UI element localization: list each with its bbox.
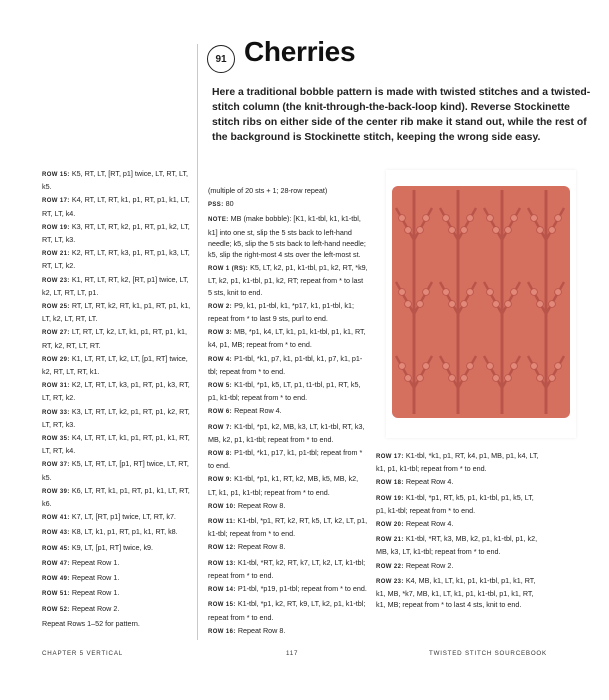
row-label: ROW 33: [42, 409, 70, 416]
row-label: ROW 10: [208, 503, 236, 510]
row-label: ROW 8: [208, 451, 233, 458]
instruction-row [42, 353, 191, 377]
row-text: RT, LT, RT, k2, RT, k1, p1, RT, p1, k1, LT, k2, LT, RT, LT. [42, 301, 191, 324]
row-text: 80 [225, 199, 234, 209]
instructions-column-3 [376, 450, 540, 612]
bobble [555, 363, 562, 370]
row-label: ROW 37: [42, 462, 70, 469]
pattern-number-badge [207, 45, 235, 73]
row-label: ROW 31: [42, 383, 70, 390]
bobble [549, 227, 556, 234]
bobble [549, 375, 556, 382]
row-label: ROW 21: [376, 537, 404, 544]
instruction-row [208, 213, 368, 260]
row-label: ROW 23: [42, 277, 70, 284]
bobble [405, 375, 412, 382]
knitted-swatch-image [386, 170, 576, 438]
row-text: Repeat Row 4. [405, 477, 454, 487]
bobble [405, 301, 412, 308]
row-text: Repeat Row 8. [237, 500, 286, 510]
row-label: ROW 19: [376, 495, 404, 502]
row-text: K4, RT, LT, RT, k1, p1, RT, p1, k1, LT, RT, LT, k4. [42, 195, 190, 218]
row-label: ROW 9: [208, 477, 233, 484]
row-label: ROW 35: [42, 436, 70, 443]
instruction-row [42, 274, 191, 298]
bobble [487, 215, 494, 222]
row-label: ROW 13: [208, 560, 236, 567]
row-text: Repeat Row 1. [71, 588, 120, 598]
instruction-row [42, 603, 191, 616]
instruction-row [42, 194, 191, 218]
row-text: P9, k1, p1-tbl, k1, *p17, k1, p1-tbl, k1; repeat from * to last 9 sts, purl to end. [208, 300, 354, 324]
row-text: Repeat Row 8. [237, 625, 286, 635]
instruction-row [208, 379, 368, 403]
column-divider [197, 44, 198, 640]
bobble [461, 375, 468, 382]
row-label: ROW 17: [42, 198, 70, 205]
page-title: Cherries [244, 36, 356, 67]
row-text: K1-tbl, *k1, p1, RT, k4, p1, MB, p1, k4, LT, k1, p1, k1-tbl; repeat from * to end. [376, 451, 539, 474]
instruction-row [208, 185, 368, 196]
bobble [493, 375, 500, 382]
instruction-row [42, 587, 191, 600]
row-text: K1-tbl, *p1, RT, k2, RT, k5, LT, k2, LT, p1, k1-tbl; repeat from * to end. [208, 516, 368, 539]
bobble [449, 375, 456, 382]
instruction-row [208, 625, 368, 638]
row-label: ROW 5: [208, 383, 233, 390]
row-label: PSS: [208, 202, 224, 209]
instruction-row [376, 560, 540, 573]
row-text: K1-tbl, *p1, k1, RT, k2, MB, k5, MB, k2, LT, k1, p1, k1-tbl; repeat from * to end. [208, 474, 359, 497]
row-label: ROW 14: [208, 587, 236, 594]
bobble [461, 227, 468, 234]
instruction-row [208, 198, 368, 211]
instruction-row [376, 518, 540, 531]
instruction-row [376, 533, 540, 557]
bobble [399, 289, 406, 296]
instructions-column-2 [208, 185, 368, 640]
row-text: (multiple of 20 sts + 1; 28-row repeat) [208, 186, 328, 195]
row-text: K1, RT, LT, RT, k2, [RT, p1] twice, LT, k2, LT, RT, LT, p1. [42, 274, 189, 297]
row-label: ROW 15: [42, 172, 70, 178]
instruction-row [42, 379, 191, 403]
row-text: K1-tbl, *RT, k3, MB, k2, p1, k1-tbl, p1, k2, MB, k3, LT, k1-tbl; repeat from * to end. [376, 534, 538, 557]
instruction-row [208, 262, 368, 298]
instruction-row [42, 168, 191, 192]
instruction-row [42, 485, 191, 509]
bobble [443, 363, 450, 370]
row-text: K5, LT, RT, LT, [p1, RT] twice, LT, RT, k5. [42, 459, 189, 482]
row-text: K1-tbl, *p1, k2, RT, k9, LT, k2, p1, k1-tbl; repeat from * to end. [208, 599, 366, 622]
row-label: ROW 17: [376, 454, 404, 460]
bobble [531, 289, 538, 296]
row-label: ROW 7: [208, 424, 233, 431]
instruction-row [208, 300, 368, 324]
row-label: ROW 15: [208, 602, 236, 609]
row-text: Repeat Row 2. [405, 560, 454, 570]
bobble [555, 289, 562, 296]
bobble [487, 363, 494, 370]
bobble [423, 215, 430, 222]
row-label: ROW 18: [376, 480, 404, 487]
instruction-row [376, 575, 540, 611]
row-text: K6, LT, RT, k1, p1, RT, p1, k1, LT, RT, k6. [42, 485, 190, 509]
row-text: K5, RT, LT, [RT, p1] twice, LT, RT, LT, k5. [42, 169, 189, 192]
instruction-row [376, 450, 540, 474]
row-label: ROW 11: [208, 519, 236, 526]
row-text: LT, RT, LT, k2, LT, k1, p1, RT, p1, k1, RT, k2, RT, LT, RT. [42, 327, 187, 350]
instruction-row [42, 432, 191, 456]
bobble [467, 363, 474, 370]
bobble [467, 289, 474, 296]
bobble [537, 227, 544, 234]
instruction-row [42, 458, 191, 482]
bobble [467, 215, 474, 222]
row-label: ROW 43: [42, 530, 70, 537]
row-label: ROW 19: [42, 224, 70, 231]
row-text: Repeat Row 1. [71, 557, 120, 567]
row-label: ROW 1 (RS): [208, 266, 249, 273]
row-text: K3, RT, LT, RT, k2, p1, RT, p1, k2, LT, RT, LT, k3. [42, 221, 190, 245]
bobble [493, 227, 500, 234]
instruction-row [208, 447, 368, 471]
row-label: NOTE: [208, 217, 229, 224]
bobble [449, 227, 456, 234]
row-label: ROW 2: [208, 303, 233, 310]
bobble [417, 301, 424, 308]
instruction-row [208, 326, 368, 350]
bobble [531, 215, 538, 222]
row-label: ROW 6: [208, 409, 233, 416]
footer-chapter: CHAPTER 5 VERTICAL [42, 650, 123, 657]
row-text: K9, LT, [p1, RT] twice, k9. [71, 542, 154, 552]
row-text: K1-tbl, *p1, k2, MB, k3, LT, k1-tbl, RT, k3, MB, k2, p1, k1-tbl; repeat from * to end. [208, 421, 365, 444]
bobble [461, 301, 468, 308]
bobble [549, 301, 556, 308]
row-text: K1, LT, RT, LT, k2, LT, [p1, RT] twice, k2, RT, LT, RT, k1. [42, 353, 188, 377]
instruction-row [42, 572, 191, 585]
row-text: K7, LT, [RT, p1] twice, LT, RT, k7. [71, 512, 176, 522]
row-text: P1-tbl, *k1, p17, k1, p1-tbl; repeat from * to end. [208, 448, 363, 471]
row-text: Repeat Row 4. [405, 519, 454, 529]
bobble [537, 375, 544, 382]
row-text: P1-tbl, *k1, p7, k1, p1-tbl, k1, p7, k1, p1-tbl; repeat from * to end. [208, 353, 363, 376]
instruction-row [208, 353, 368, 377]
bobble [443, 289, 450, 296]
instruction-row [42, 618, 191, 629]
instruction-row [42, 526, 191, 539]
bobble [505, 375, 512, 382]
row-text: K1-tbl, *RT, k2, RT, k7, LT, k2, LT, k1-tbl; repeat from * to end. [208, 557, 366, 580]
row-text: K2, RT, LT, RT, k3, p1, RT, p1, k3, LT, RT, LT, k2. [42, 248, 190, 271]
instruction-row [42, 326, 191, 350]
bobble [531, 363, 538, 370]
bobble [511, 363, 518, 370]
bobble [443, 215, 450, 222]
instruction-row [208, 515, 368, 539]
row-label: ROW 41: [42, 515, 70, 522]
instruction-row [42, 221, 191, 245]
bobble [449, 301, 456, 308]
row-label: ROW 21: [42, 251, 70, 258]
row-text: K4, MB, k1, LT, k1, p1, k1-tbl, p1, k1, RT, k1, MB, *k7, MB, k1, LT, k1, p1, k1-tbl, p1, k1, RT, k1, MB; repeat from * to last 4 sts, knit to end. [376, 575, 536, 610]
row-text: P1-tbl, *p19, p1-tbl; repeat from * to end. [237, 584, 367, 594]
bobble [423, 363, 430, 370]
row-text: MB, *p1, k4, LT, k1, p1, k1-tbl, p1, k1, RT, k4, p1, MB; repeat from * to end. [208, 327, 366, 350]
bobble [399, 215, 406, 222]
bobble [399, 363, 406, 370]
instruction-row [376, 476, 540, 489]
row-label: ROW 29: [42, 356, 70, 363]
instruction-row [208, 405, 368, 418]
instructions-column-1 [42, 168, 191, 631]
swatch-photo [386, 170, 576, 438]
instruction-row [42, 542, 191, 555]
row-label: ROW 22: [376, 563, 404, 570]
row-text: K5, LT, k2, p1, k1-tbl, p1, k2, RT, *k9, LT, k2, p1, k1-tbl, p1, k2, RT; repeat from * to last 5 sts, knit to end. [208, 263, 368, 297]
bobble [511, 289, 518, 296]
instruction-row [208, 541, 368, 554]
intro-paragraph: Here a traditional bobble pattern is made with twisted stitches and a twisted-stitch column (the knit-through-the-back-loop kind). Reverse Stockinette stitch ribs on either side of the center rib make it stand out, while the rest of the background is Stockinette stitch, keeping the wrong side easy. [212, 87, 591, 143]
bobble [405, 227, 412, 234]
row-label: ROW 25: [42, 304, 70, 311]
instruction-row [42, 300, 191, 324]
instruction-row [42, 511, 191, 524]
row-text: K2, LT, RT, LT, k3, p1, RT, p1, k3, RT, LT, RT, k2. [42, 380, 190, 403]
instruction-row [42, 557, 191, 570]
instruction-row [42, 247, 191, 271]
bobble [423, 289, 430, 296]
row-label: ROW 16: [208, 628, 236, 635]
row-label: ROW 45: [42, 545, 70, 552]
row-label: ROW 4: [208, 356, 233, 363]
instruction-row [208, 557, 368, 581]
bobble [555, 215, 562, 222]
row-label: ROW 20: [376, 522, 404, 529]
instruction-row [42, 406, 191, 430]
row-text: Repeat Row 4. [234, 406, 282, 416]
footer-page-number: 117 [286, 650, 299, 657]
footer-book-title: TWISTED STITCH SOURCEBOOK [429, 650, 547, 657]
row-text: K8, LT, k1, p1, RT, p1, k1, RT, k8. [71, 527, 178, 537]
row-label: ROW 47: [42, 560, 70, 567]
row-label: ROW 39: [42, 488, 70, 495]
instruction-row [208, 598, 368, 622]
instruction-row [208, 500, 368, 513]
row-text: Repeat Row 1. [71, 573, 120, 583]
bobble [417, 375, 424, 382]
bobble [537, 301, 544, 308]
bobble [505, 301, 512, 308]
bobble [493, 301, 500, 308]
pattern-number: 91 [215, 53, 227, 65]
row-label: ROW 51: [42, 591, 70, 598]
row-label: ROW 49: [42, 576, 70, 583]
instruction-row [208, 583, 368, 596]
row-text: Repeat Row 2. [71, 603, 120, 613]
instruction-row [208, 421, 368, 445]
row-text: Repeat Rows 1–52 for pattern. [42, 618, 140, 628]
bobble [417, 227, 424, 234]
row-text: K1-tbl, *p1, RT, k5, p1, k1-tbl, p1, k5, LT, p1, k1-tbl; repeat from * to end. [376, 492, 534, 515]
instruction-row [376, 492, 540, 516]
row-text: MB (make bobble): [K1, k1-tbl, k1, k1-tbl, k1] into one st, slip the 5 sts back to left-hand needle; k5, slip the 5 sts back to left-hand needle; k5, slip the right-most 4 sts over the left-most st. [208, 214, 366, 260]
row-text: K3, LT, RT, LT, k2, p1, RT, p1, k2, RT, LT, RT, k3. [42, 406, 190, 429]
row-label: ROW 52: [42, 606, 70, 613]
row-label: ROW 3: [208, 330, 233, 337]
row-label: ROW 12: [208, 545, 236, 552]
row-text: K1-tbl, *p1, k5, LT, p1, t1-tbl, p1, RT, k5, p1, k1-tbl; repeat from * to end. [208, 380, 361, 403]
row-label: ROW 23: [376, 578, 404, 585]
row-text: K4, LT, RT, LT, k1, p1, RT, p1, k1, RT, LT, RT, k4. [42, 433, 190, 456]
bobble [511, 215, 518, 222]
bobble [487, 289, 494, 296]
instruction-row [208, 473, 368, 497]
bobble [505, 227, 512, 234]
row-label: ROW 27: [42, 330, 70, 337]
row-text: Repeat Row 8. [237, 542, 286, 552]
